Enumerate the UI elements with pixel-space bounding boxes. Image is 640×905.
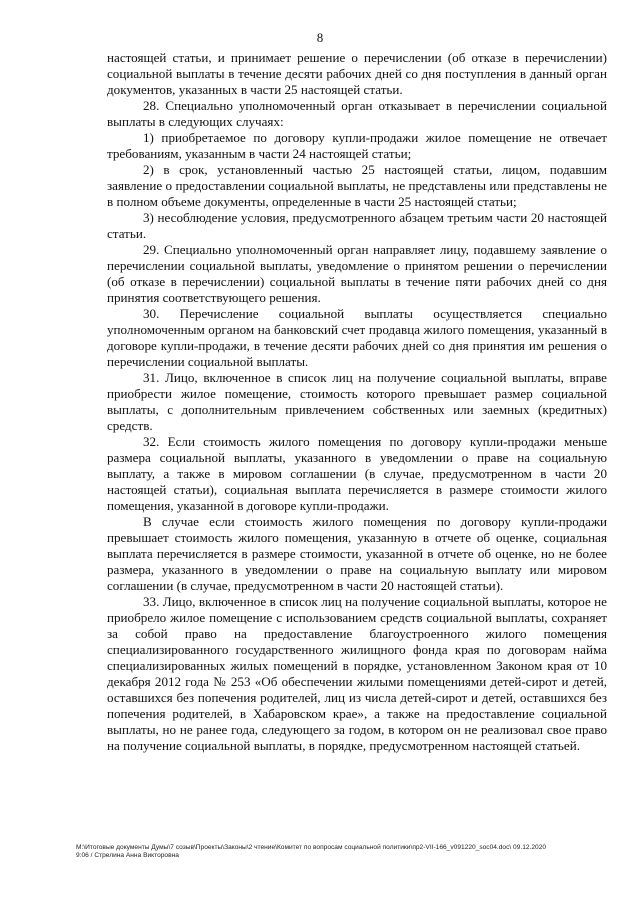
paragraph: 30. Перечисление социальной выплаты осуществляется специально уполномоченным органом на банковский счет продавца жилого помещения, указанный в договоре купли-продажи, в течение десяти рабочих дней со дня принятия им решения о перечислении социальной выплаты. <box>107 306 607 369</box>
page-number: 8 <box>316 30 324 45</box>
document-body <box>107 50 607 754</box>
paragraph: В случае если стоимость жилого помещения по договору купли-продажи превышает стоимость жилого помещения, указанную в отчете об оценке, социальная выплата перечисляется в размере стоимости, указанной в отчете об оценке, но не более размера, указанного в уведомлении о праве на социальную выплату или мировом соглашении (в случае, предусмотренном в части 20 настоящей статьи). <box>107 514 607 593</box>
paragraph: 28. Специально уполномоченный орган отказывает в перечислении социальной выплаты в следующих случаях: <box>107 98 607 129</box>
paragraph: 29. Специально уполномоченный орган направляет лицу, подавшему заявление о перечислении социальной выплаты, уведомление о принятом решении о перечислении (об отказе в перечислении) социальной выплаты в течение пяти рабочих дней со дня принятия соответствующего решения. <box>107 242 607 305</box>
document-footer <box>76 844 616 860</box>
footer-author: 9:06 / Стрелина Анна Викторовна <box>76 852 179 859</box>
footer-file-path: М:\Итоговые документы Думы\7 созыв\Проекты\Законы\2 чтение\Комитет по вопросам социальной политики\пр2-VII-166_v091220_soc04.doc\ 09.12.2020 <box>76 844 547 851</box>
paragraph: 33. Лицо, включенное в список лиц на получение социальной выплаты, которое не приобрело жилое помещение с использованием средств социальной выплаты, сохраняет за собой право на предоставление благоустроенного жилого помещения специализированного государственного жилищного фонда края по договорам найма специализированных жилых помещений в порядке, установленном Законом края от 10 декабря 2012 года № 253 «Об обеспечении жилыми помещениями детей-сирот и детей, оставшихся без попечения родителей, лиц из числа детей-сирот и детей, оставшихся без попечения родителей, в Хабаровском крае», а также на предоставление социальной выплаты, но не ранее года, следующего за годом, в котором он не реализовал свое право на получение социальной выплаты, в порядке, предусмотренном настоящей статьей. <box>107 594 607 753</box>
paragraph: 2) в срок, установленный частью 25 настоящей статьи, лицом, подавшим заявление о предоставлении социальной выплаты, не представлены или представлены не в полном объеме документы, определенные в части 25 настоящей статьи; <box>107 162 607 209</box>
paragraph: 1) приобретаемое по договору купли-продажи жилое помещение не отвечает требованиям, указанным в части 24 настоящей статьи; <box>107 130 607 161</box>
paragraph: 31. Лицо, включенное в список лиц на получение социальной выплаты, вправе приобрести жилое помещение, стоимость которого превышает размер социальной выплаты, с дополнительным привлечением собственных или заемных (кредитных) средств. <box>107 370 607 433</box>
paragraph: настоящей статьи, и принимает решение о перечислении (об отказе в перечислении) социальной выплаты в течение десяти рабочих дней со дня поступления в данный орган документов, указанных в части 25 настоящей статьи. <box>107 50 607 97</box>
paragraph: 3) несоблюдение условия, предусмотренного абзацем третьим части 20 настоящей статьи. <box>107 210 607 241</box>
paragraph: 32. Если стоимость жилого помещения по договору купли-продажи меньше размера социальной выплаты, указанного в уведомлении о праве на социальную выплату, а также в мировом соглашении (в случае, предусмотренном в части 20 настоящей статьи), социальная выплата перечисляется в размере стоимости жилого помещения, указанной в договоре купли-продажи. <box>107 434 607 513</box>
